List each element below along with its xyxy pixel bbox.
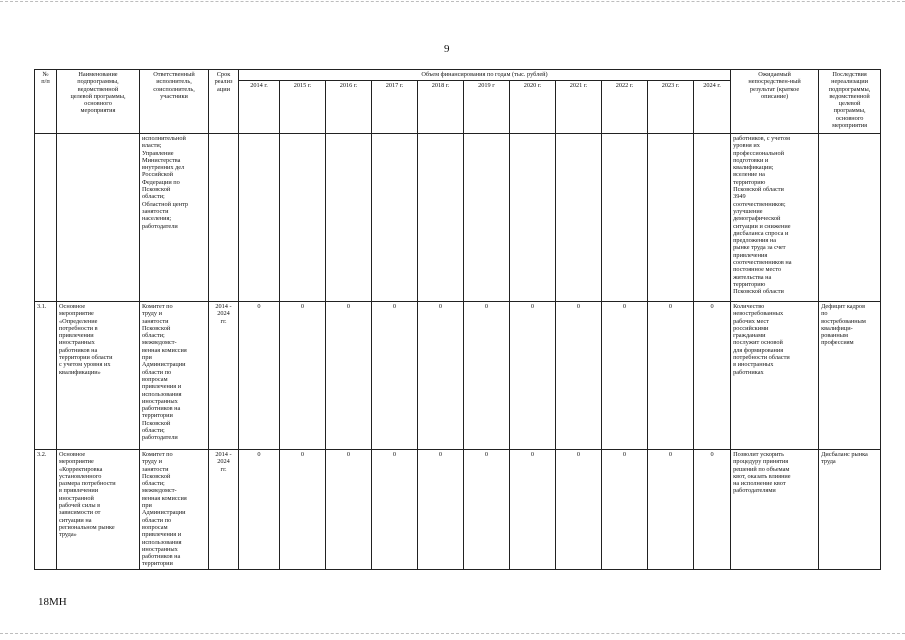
cell-value (372, 134, 418, 302)
header-num: № п/п (35, 70, 57, 134)
cell-term: 2014 - 2024 гг. (209, 302, 239, 450)
cell-value (239, 134, 280, 302)
cell-num: 3.1. (35, 302, 57, 450)
cell-value (694, 134, 731, 302)
header-year: 2019 г (464, 81, 510, 134)
cell-value: 0 (556, 450, 602, 570)
footer-code: 18МН (38, 596, 67, 608)
header-name: Наименование подпрограммы, ведомственной целевой программы, основного мероприятия (57, 70, 140, 134)
table-row (35, 302, 881, 450)
header-consequences: Последствия нереализации подпрограммы, ведомственной целевой программы, основного мероприятия (819, 70, 881, 134)
cell-name (57, 134, 140, 302)
header-year: 2018 г. (418, 81, 464, 134)
cell-value (510, 134, 556, 302)
cell-value (602, 134, 648, 302)
header-year: 2014 г. (239, 81, 280, 134)
cell-value: 0 (510, 302, 556, 450)
scan-edge-bottom (0, 633, 905, 634)
header-year: 2022 г. (602, 81, 648, 134)
cell-consequences: Дефицит кадров по востребованным квалифици- рованным профессиям (819, 302, 881, 450)
cell-value: 0 (372, 450, 418, 570)
cell-value: 0 (239, 450, 280, 570)
cell-name: Основное мероприятие «Определение потребности в привлечении иностранных работников на территории области с учетом уровня их квалификации» (57, 302, 140, 450)
table-row (35, 450, 881, 570)
cell-value: 0 (326, 302, 372, 450)
header-year: 2024 г. (694, 81, 731, 134)
cell-value (648, 134, 694, 302)
cell-value: 0 (464, 302, 510, 450)
header-year: 2020 г. (510, 81, 556, 134)
cell-value: 0 (694, 302, 731, 450)
cell-value: 0 (464, 450, 510, 570)
header-row (35, 70, 881, 81)
header-year: 2016 г. (326, 81, 372, 134)
cell-responsible: Комитет по труду и занятости Псковской области; межведомст- венная комиссия при Администрации области по вопросам привлечения и использования иностранных работников на территории Псковской области; работодатели (140, 302, 209, 450)
cell-num: 3.2. (35, 450, 57, 570)
cell-value: 0 (602, 302, 648, 450)
header-year: 2017 г. (372, 81, 418, 134)
cell-term (209, 134, 239, 302)
cell-value: 0 (418, 450, 464, 570)
cell-value: 0 (510, 450, 556, 570)
scan-edge-top (0, 1, 905, 2)
page-number: 9 (444, 43, 450, 55)
cell-value: 0 (280, 450, 326, 570)
header-year: 2015 г. (280, 81, 326, 134)
cell-value (280, 134, 326, 302)
header-year: 2021 г. (556, 81, 602, 134)
header-term: Срок реализ ации (209, 70, 239, 134)
funding-table (34, 69, 881, 570)
cell-consequences: Дисбаланс рынка труда (819, 450, 881, 570)
cell-value: 0 (280, 302, 326, 450)
cell-name: Основное мероприятие «Корректировка установленного размера потребности в привлечении иностранной рабочей силы в зависимости от ситуации на региональном рынке труда» (57, 450, 140, 570)
cell-value: 0 (418, 302, 464, 450)
cell-value: 0 (648, 450, 694, 570)
cell-value: 0 (239, 302, 280, 450)
cell-term: 2014 - 2024 гг. (209, 450, 239, 570)
cell-value: 0 (372, 302, 418, 450)
cell-result: Позволит ускорить процедуру принятия решений по объемам квот, оказать влияние на исполнение квот работодателями (731, 450, 819, 570)
cell-responsible: Комитет по труду и занятости Псковской области; межведомст- венная комиссия при Администрации области по вопросам привлечения и использования иностранных работников на территории (140, 450, 209, 570)
cell-value: 0 (694, 450, 731, 570)
cell-num (35, 134, 57, 302)
cell-value (464, 134, 510, 302)
cell-value: 0 (602, 450, 648, 570)
cell-responsible: исполнительной власти; Управление Министерства внутренних дел Российской Федерации по Псковской области; Областной центр занятости населения; работодатели (140, 134, 209, 302)
cell-result: работников, с учетом уровня их профессиональной подготовки и квалификации; вселение на территорию Псковской области 3949 соотечественников; улучшение демографической ситуации и снижение дисбаланса спроса и предложения на рынке труда за счет привлечения соотечественников на постоянное место жительства на территорию Псковской области (731, 134, 819, 302)
cell-value: 0 (326, 450, 372, 570)
cell-value: 0 (556, 302, 602, 450)
table-row (35, 134, 881, 302)
header-funding: Объем финансирования по годам (тыс. рублей) (239, 70, 731, 81)
cell-value: 0 (648, 302, 694, 450)
header-year: 2023 г. (648, 81, 694, 134)
cell-consequences (819, 134, 881, 302)
cell-result: Количество невостребованных рабочих мест российскими гражданами послужит основой для формирования потребности области в иностранных работниках (731, 302, 819, 450)
header-responsible: Ответственный исполнитель, соисполнитель, участники (140, 70, 209, 134)
cell-value (418, 134, 464, 302)
header-result: Ожидаемый непосредствен-ный результат (краткое описание) (731, 70, 819, 134)
cell-value (326, 134, 372, 302)
cell-value (556, 134, 602, 302)
